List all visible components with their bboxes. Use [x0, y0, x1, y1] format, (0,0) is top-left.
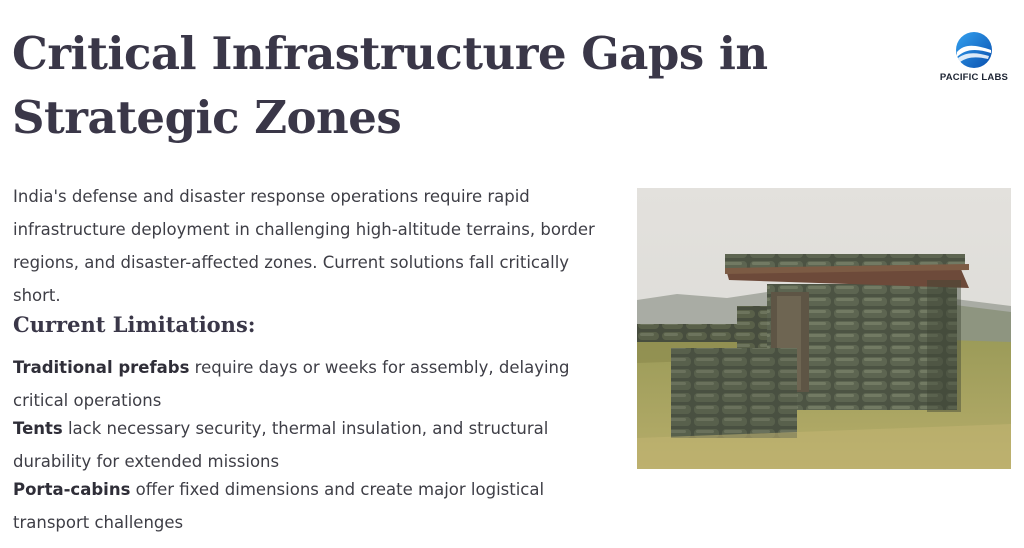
- limitations-list: [13, 352, 613, 535]
- limitation-term: Tents: [13, 419, 63, 438]
- limitation-text: require days or weeks for assembly, delaying critical operations: [13, 358, 570, 410]
- globe-wave-icon: [954, 30, 994, 70]
- list-item: [13, 352, 613, 417]
- bunker-photo: [637, 188, 1011, 469]
- limitation-text: lack necessary security, thermal insulation, and structural durability for extended missions: [13, 419, 549, 471]
- list-item: [13, 413, 613, 478]
- limitation-text: offer fixed dimensions and create major logistical transport challenges: [13, 480, 545, 532]
- limitation-term: Traditional prefabs: [13, 358, 190, 377]
- sandbag-bunker-image: [637, 188, 1011, 469]
- logo-text: PACIFIC LABS: [939, 72, 1009, 83]
- intro-paragraph: India's defense and disaster response operations require rapid infrastructure deployment in challenging high-altitude terrains, border regions, and disaster-affected zones. Current solutions fall critically short.: [13, 187, 595, 305]
- page-title: Critical Infrastructure Gaps in Strategic Zones: [12, 27, 768, 144]
- pacific-labs-logo: [936, 30, 1012, 90]
- limitations-heading: Current Limitations:: [13, 312, 256, 337]
- list-item: [13, 474, 613, 539]
- limitation-term: Porta-cabins: [13, 480, 131, 499]
